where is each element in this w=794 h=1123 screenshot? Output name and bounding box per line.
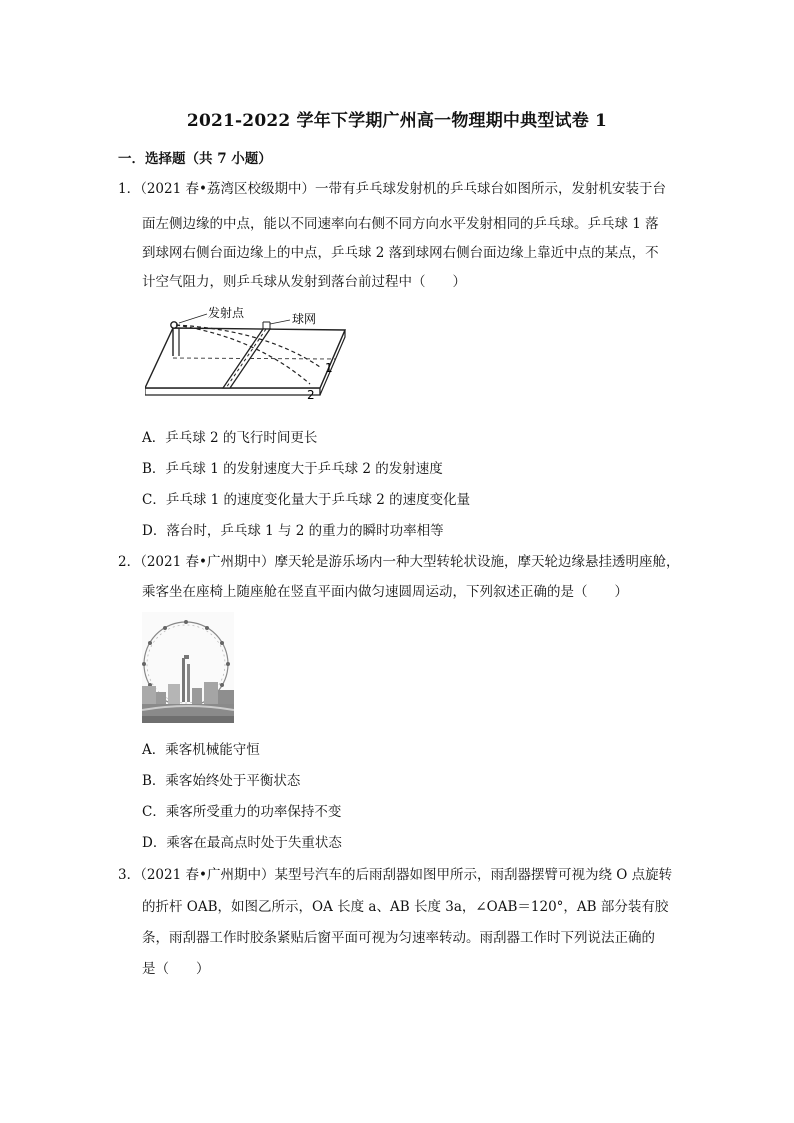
- net-label: 球网: [292, 312, 317, 326]
- question-1-option-d: D．落台时，乒乓球 1 与 2 的重力的瞬时功率相等: [142, 523, 444, 539]
- question-3-line-4: 是（ ）: [142, 961, 210, 977]
- question-3-line-1: 3．（2021 春•广州期中）某型号汽车的后雨刮器如图甲所示，雨刮器摆臂可视为绕 O 点旋转: [118, 867, 673, 883]
- question-1-option-b: B．乒乓球 1 的发射速度大于乒乓球 2 的发射速度: [142, 461, 443, 477]
- page-title: 2021-2022 学年下学期广州高一物理期中典型试卷 1: [186, 111, 608, 131]
- question-1-option-c: C．乒乓球 1 的速度变化量大于乒乓球 2 的速度变化量: [142, 492, 471, 508]
- question-2-option-c: C．乘客所受重力的功率保持不变: [142, 804, 342, 820]
- question-1-line-1: 1．（2021 春•荔湾区校级期中）一带有乒乓球发射机的乒乓球台如图所示，发射机安装于台: [118, 181, 666, 197]
- question-2-option-d: D．乘客在最高点时处于失重状态: [142, 835, 342, 851]
- ferris-wheel-photo: [142, 612, 234, 723]
- question-3-line-3: 条，雨刮器工作时胶条紧贴后窗平面可视为匀速率转动。雨刮器工作时下列说法正确的: [142, 930, 655, 946]
- question-1-line-3: 到球网右侧台面边缘上的中点，乒乓球 2 落到球网右侧台面边缘上靠近中点的某点，不: [142, 245, 659, 261]
- question-2-option-a: A．乘客机械能守恒: [142, 742, 260, 758]
- ping-pong-table-figure: [145, 302, 355, 402]
- question-1-line-2: 面左侧边缘的中点，能以不同速率向右侧不同方向水平发射相同的乒乓球。乒乓球 1 落: [142, 216, 659, 232]
- question-2-option-b: B．乘客始终处于平衡状态: [142, 773, 301, 789]
- question-1-line-4: 计空气阻力，则乒乓球从发射到落台前过程中（ ）: [142, 274, 466, 290]
- section-heading: 一．选择题（共 7 小题）: [118, 151, 272, 167]
- question-2-line-2: 乘客坐在座椅上随座舱在竖直平面内做匀速圆周运动，下列叙述正确的是（ ）: [142, 584, 628, 600]
- question-1-option-a: A．乒乓球 2 的飞行时间更长: [142, 430, 318, 446]
- question-2-line-1: 2．（2021 春•广州期中）摩天轮是游乐场内一种大型转轮状设施，摩天轮边缘悬挂透明座舱，: [118, 554, 680, 570]
- ball-2-label: 2: [307, 388, 315, 402]
- question-3-line-2: 的折杆 OAB，如图乙所示，OA 长度 a、AB 长度 3a，∠OAB＝120°，AB 部分装有胶: [142, 899, 669, 915]
- launch-point-label: 发射点: [208, 306, 245, 320]
- ball-1-label: 1: [325, 361, 333, 375]
